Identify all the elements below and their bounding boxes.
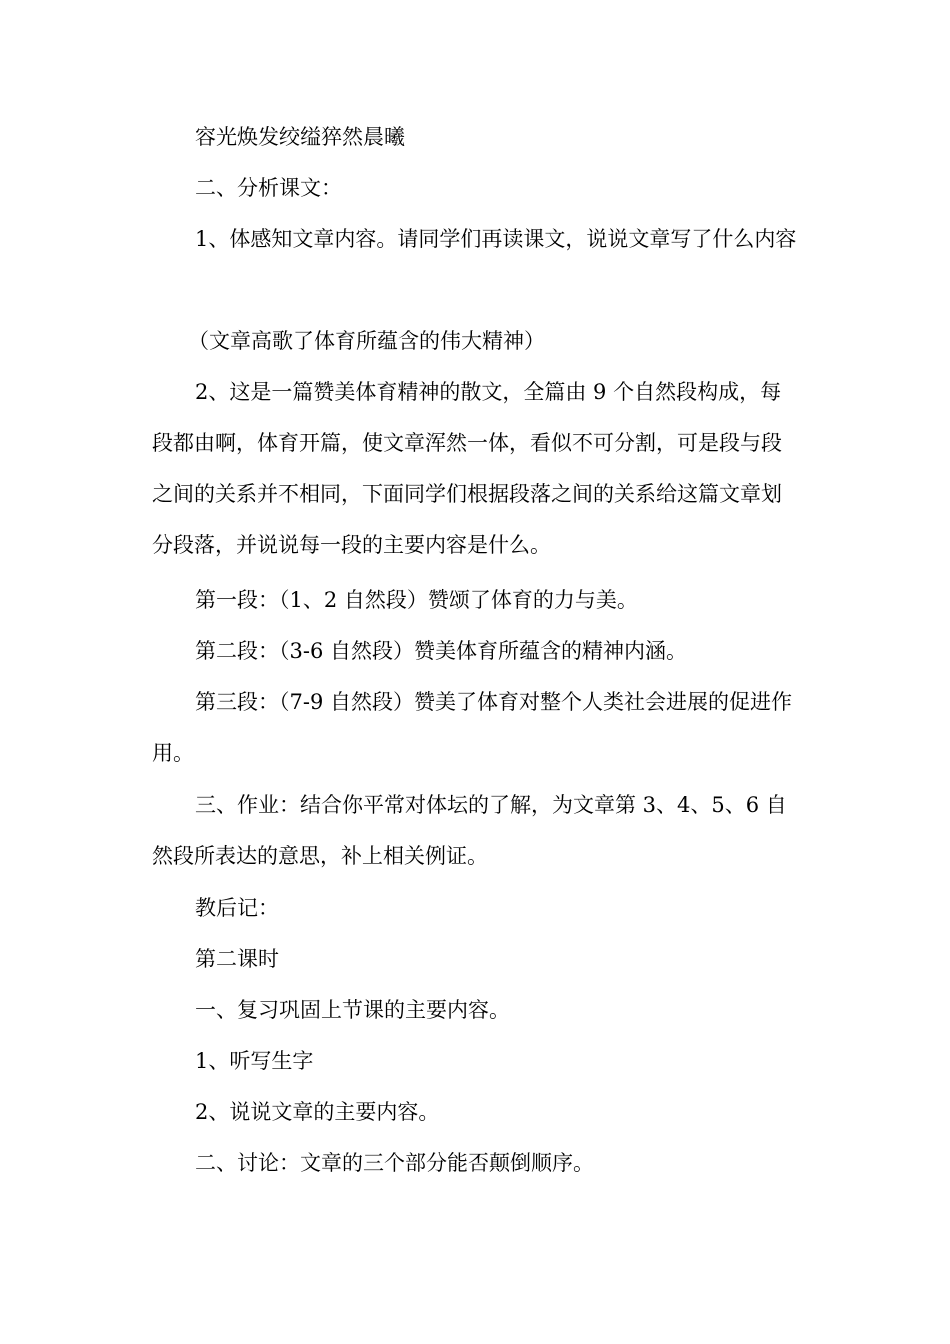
paragraph-discussion: 二、讨论：文章的三个部分能否颠倒顺序。	[195, 1151, 594, 1175]
heading-analyze-text: 二、分析课文：	[195, 176, 342, 200]
paragraph-review: 一、复习巩固上节课的主要内容。	[195, 998, 510, 1022]
paragraph-section-3: 第三段：（7-9 自然段）赞美了体育对整个人类社会进展的促进作用。	[152, 690, 792, 765]
paragraph-homework: 三、作业：结合你平常对体坛的了解，为文章第 3、4、5、6 自然段所表达的意思，补上相关例证。	[152, 793, 787, 868]
paragraph-main-content: 2、说说文章的主要内容。	[195, 1100, 440, 1124]
paragraph-section-2: 第二段：（3-6 自然段）赞美体育所蕴含的精神内涵。	[195, 639, 687, 663]
paragraph-section-1: 第一段：（1、2 自然段）赞颂了体育的力与美。	[195, 588, 638, 612]
paragraph-task-1: 1、体感知文章内容。请同学们再读课文，说说文章写了什么内容	[195, 227, 797, 251]
heading-second-lesson: 第二课时	[195, 947, 279, 971]
paragraph-vocabulary: 容光焕发绞缢猝然晨曦	[195, 125, 405, 149]
paragraph-answer-1: （文章高歌了体育所蕴含的伟大精神）	[188, 329, 545, 353]
paragraph-teaching-notes: 教后记：	[195, 896, 279, 920]
paragraph-dictation: 1、听写生字	[195, 1049, 314, 1073]
paragraph-task-2: 2、这是一篇赞美体育精神的散文，全篇由 9 个自然段构成，每段都由啊，体育开篇，使文章浑然一体，看似不可分割，可是段与段之间的关系并不相同，下面同学们根据段落之间的关系给这篇文章划分段落，并说说每一段的主要内容是什么。	[152, 380, 782, 557]
